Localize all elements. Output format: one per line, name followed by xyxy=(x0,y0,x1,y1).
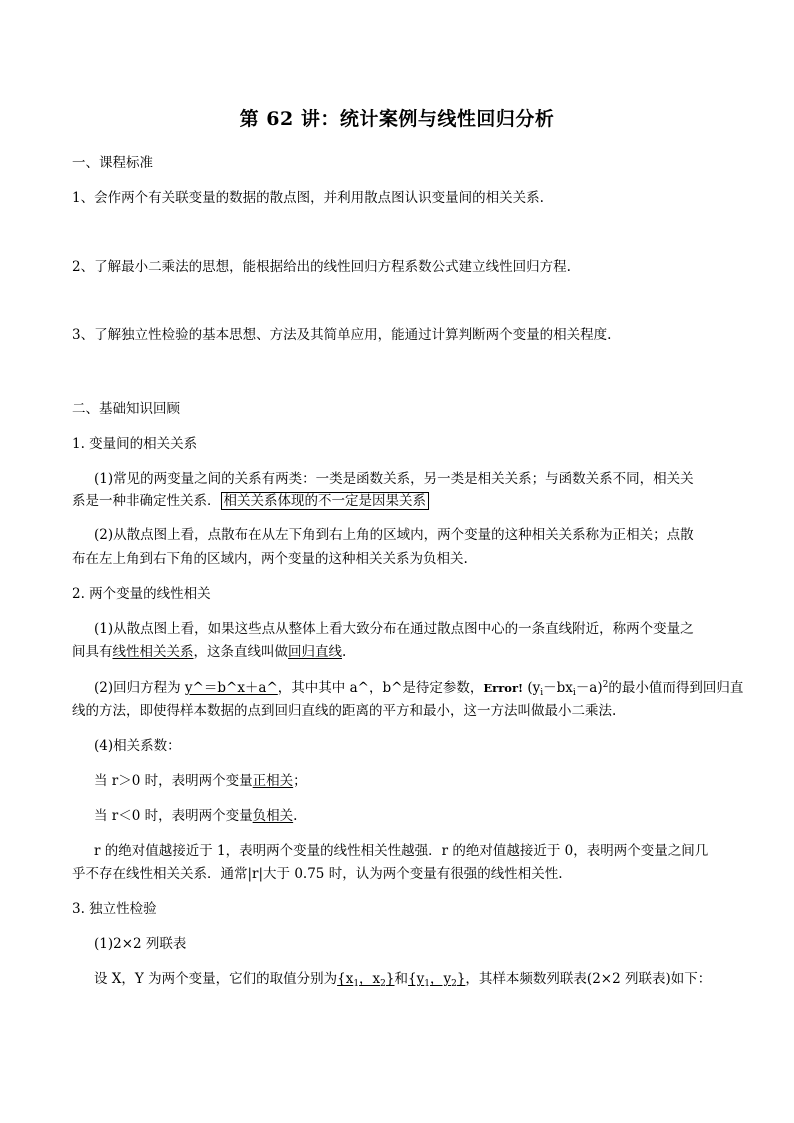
text-fragment: ，这条直线叫做 xyxy=(193,644,288,660)
paragraph-linear-line2 xyxy=(72,643,346,661)
formula-regression-equation: y^＝b^x＋a^ xyxy=(184,680,278,696)
subscript: 1 xyxy=(424,979,430,989)
term-positive-correlation: 正相关 xyxy=(252,773,294,789)
subscript: i xyxy=(540,688,544,698)
text-fragment: . xyxy=(293,808,298,824)
text-nondeterministic: 系是一种非确定性关系． xyxy=(72,493,221,509)
text-fragment: (2)回归方程为 xyxy=(94,680,185,696)
superscript: 2 xyxy=(602,680,609,690)
page-title: 第 62 讲：统计案例与线性回归分析 xyxy=(239,108,555,130)
subscript: 2 xyxy=(451,979,457,989)
paragraph-positive-correlation xyxy=(94,772,307,790)
error-placeholder: Error! xyxy=(483,681,524,695)
paragraph-abs-r-line1: r 的绝对值越接近于 1，表明两个变量的线性相关性越强．r 的绝对值越接近于 0，表明两个变量之间几 xyxy=(94,843,709,859)
text-fragment: 间具有 xyxy=(72,644,113,660)
paragraph-contingency-intro xyxy=(94,970,711,988)
text-fragment: ，y xyxy=(429,971,452,987)
paragraph-regression-line1 xyxy=(94,679,743,697)
text-fragment: 当 r＜0 时，表明两个变量 xyxy=(94,808,253,824)
paragraph-contingency-table-title: (1)2×2 列联表 xyxy=(94,936,187,952)
term-regression-line: 回归直线 xyxy=(288,644,342,660)
text-fragment: } xyxy=(385,971,395,987)
term-linear-correlation: 线性相关关系 xyxy=(112,644,194,660)
set-x-values xyxy=(337,971,394,987)
text-fragment: ，x xyxy=(359,971,381,987)
set-y-values xyxy=(408,971,465,987)
standard-item-1: 1、会作两个有关联变量的数据的散点图，并利用散点图认识变量间的相关关系. xyxy=(72,190,544,206)
text-fragment: ，其中其中 a^，b^是待定参数， xyxy=(277,680,484,696)
subheading-correlation: 1. 变量间的相关关系 xyxy=(72,436,198,452)
subscript: 1 xyxy=(353,979,360,989)
text-fragment: －a) xyxy=(575,680,603,696)
text-fragment: ，其样本频数列联表(2×2 列联表)如下： xyxy=(465,971,712,987)
text-fragment: . xyxy=(342,644,347,660)
subscript: 2 xyxy=(380,979,386,989)
text-fragment: 设 X，Y 为两个变量，它们的取值分别为 xyxy=(94,971,338,987)
standard-item-2: 2、了解最小二乘法的思想，能根据给出的线性回归方程系数公式建立线性回归方程. xyxy=(72,259,571,275)
paragraph-scatter-line1: (2)从散点图上看，点散布在从左下角到右上角的区域内，两个变量的这种相关关系称为正相关；点散 xyxy=(94,527,694,543)
term-negative-correlation: 负相关 xyxy=(252,808,294,824)
text-fragment: 当 r＞0 时，表明两个变量 xyxy=(94,773,253,789)
subheading-independence-test: 3. 独立性检验 xyxy=(72,901,157,917)
standard-item-3: 3、了解独立性检验的基本思想、方法及其简单应用，能通过计算判断两个变量的相关程度. xyxy=(72,327,612,343)
text-fragment: {x xyxy=(337,971,354,987)
paragraph-abs-r-line2: 乎不存在线性相关关系．通常|r|大于 0.75 时，认为两个变量有很强的线性相关性. xyxy=(72,866,563,882)
paragraph-correlation-coefficient: (4)相关系数： xyxy=(94,738,181,754)
section-heading-knowledge-review: 二、基础知识回顾 xyxy=(72,401,180,417)
section-heading-course-standard: 一、课程标准 xyxy=(72,155,153,171)
paragraph-negative-correlation xyxy=(94,807,297,825)
paragraph-regression-line2: 线的方法，即使得样本数据的点到回归直线的距离的平方和最小，这一方法叫做最小二乘法. xyxy=(72,703,617,719)
paragraph-linear-line1: (1)从散点图上看，如果这些点从整体上看大致分布在通过散点图中心的一条直线附近，称两个变量之 xyxy=(94,621,694,637)
paragraph-relation-types-line2 xyxy=(72,492,429,510)
text-fragment: 的最小值而得到回归直 xyxy=(608,680,744,696)
text-fragment: } xyxy=(456,971,466,987)
paragraph-scatter-line2: 布在左上角到右下角的区域内，两个变量的这种相关关系为负相关. xyxy=(72,551,468,567)
text-fragment: －bx xyxy=(543,680,573,696)
paragraph-relation-types-line1: (1)常见的两变量之间的关系有两类：一类是函数关系，另一类是相关关系；与函数关系不同，相关关 xyxy=(94,471,694,487)
boxed-note-causality: 相关关系体现的不一定是因果关系 xyxy=(221,492,430,510)
text-fragment: (y xyxy=(523,680,541,696)
subheading-linear-correlation: 2. 两个变量的线性相关 xyxy=(72,586,211,602)
subscript: i xyxy=(572,688,576,698)
text-fragment: ； xyxy=(293,773,307,789)
text-fragment: 和 xyxy=(394,971,408,987)
text-fragment: {y xyxy=(408,971,425,987)
